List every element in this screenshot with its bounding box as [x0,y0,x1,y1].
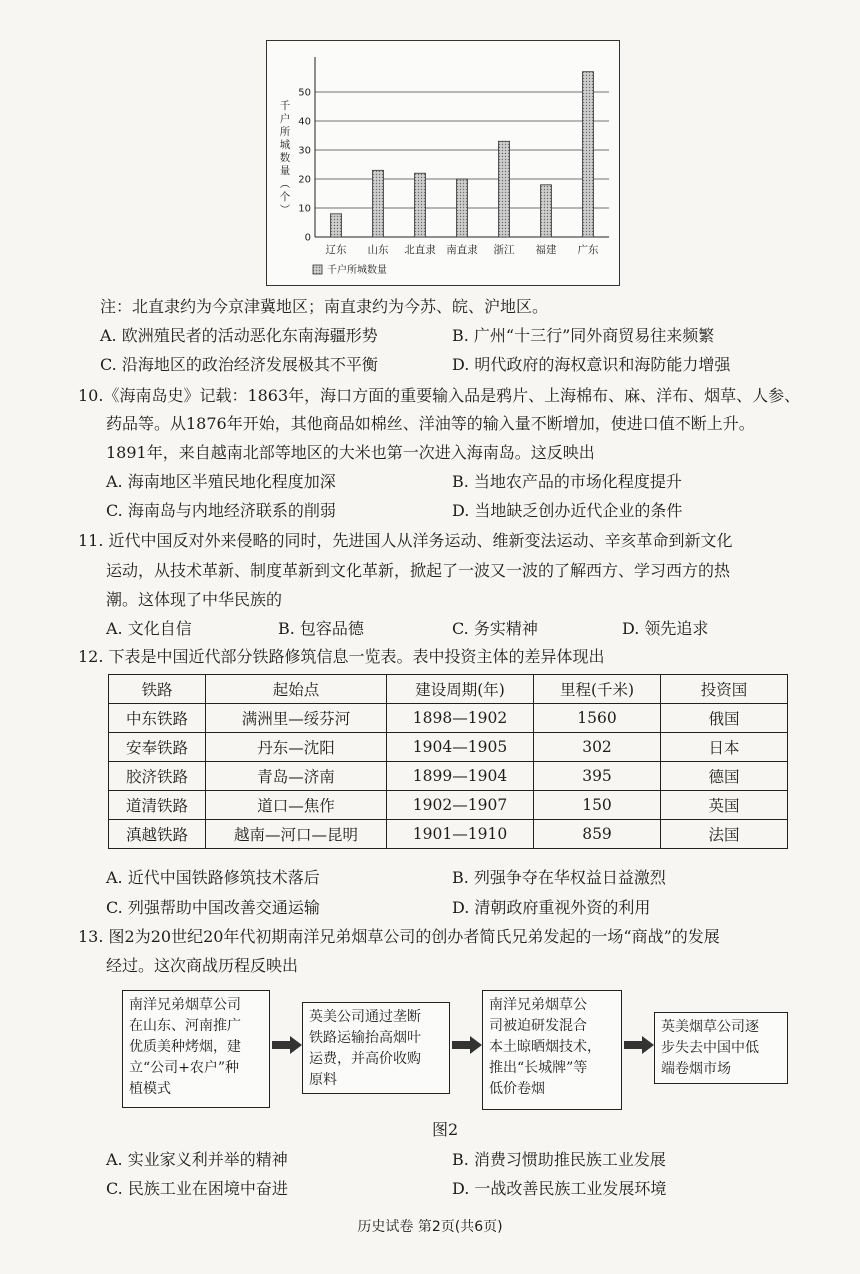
q9-option-a: A. 欧洲殖民者的活动恶化东南海疆形势 [100,326,378,345]
flow-box-3-line: 低价卷烟 [489,1081,545,1097]
table-cell: 1901—1910 [387,820,534,849]
q13-option-d: D. 一战改善民族工业发展环境 [452,1179,667,1198]
flow-arrow-icon [624,1036,654,1054]
chart-bar [499,141,510,237]
table-row [109,704,788,733]
flow-box-1-line: 植模式 [129,1081,171,1097]
flow-box-1-line: 在山东、河南推广 [129,1018,241,1034]
chart-bar [373,170,384,237]
table-header-cell: 里程(千米) [534,675,661,704]
y-axis-label-char: 量 [279,165,291,177]
table-cell: 日本 [661,733,788,762]
q12-option-a: A. 近代中国铁路修筑技术落后 [106,868,320,887]
table-cell: 丹东—沈阳 [206,733,387,762]
table-cell: 1899—1904 [387,762,534,791]
q13-option-c: C. 民族工业在困境中奋进 [106,1179,288,1198]
y-axis-label-char: 个 [279,191,291,203]
q11-stem-line2: 运动，从技术革新、制度革新到文化革新，掀起了一波又一波的了解西方、学习西方的热 [106,561,731,580]
q10-option-c: C. 海南岛与内地经济联系的削弱 [106,501,336,520]
chart-bar [415,173,426,237]
q12-option-b: B. 列强争夺在华权益日益激烈 [452,868,666,887]
flow-box-3-line: 推出“长城牌”等 [489,1060,588,1076]
table-row [109,762,788,791]
q10-option-d: D. 当地缺乏创办近代企业的条件 [452,501,683,520]
y-axis-label-char: 城 [279,139,291,151]
x-category-label: 广东 [577,244,599,256]
y-axis-label-char: ︶ [279,204,291,216]
y-tick-label: 40 [298,116,311,128]
legend-label: 千户所城数量 [327,265,387,276]
q12-option-c: C. 列强帮助中国改善交通运输 [106,898,320,917]
table-cell: 1560 [534,704,661,733]
q11-option-d: D. 领先追求 [622,619,709,638]
table-cell: 法国 [661,820,788,849]
bar-chart [266,40,620,286]
flow-box-3 [482,990,622,1110]
flow-box-3-line: 本土晾晒烟技术， [489,1039,601,1055]
table-header-row [109,675,788,704]
q10-stem-line3: 1891年，来自越南北部等地区的大米也第一次进入海南岛。这反映出 [106,443,595,462]
q13-stem-line2: 经过。这次商战历程反映出 [106,956,299,975]
railway-table [108,674,788,849]
table-row [109,791,788,820]
table-header-cell: 起始点 [206,675,387,704]
x-category-label: 山东 [367,244,389,256]
table-cell: 青岛—济南 [206,762,387,791]
flow-box-4-line: 英美烟草公司逐 [661,1019,759,1035]
legend-swatch [313,265,322,274]
y-tick-label: 50 [298,87,311,99]
q11-stem-line3: 潮。这体现了中华民族的 [106,590,283,609]
flow-box-2-line: 原料 [309,1072,337,1088]
figure-caption: 图2 [432,1120,459,1139]
x-category-label: 辽东 [325,244,347,256]
q13-option-a: A. 实业家义利并举的精神 [106,1150,288,1169]
x-category-label: 北直隶 [404,244,436,256]
chart-bar [457,179,468,237]
q10-stem-line1: 10.《海南岛史》记载：1863年，海口方面的重要输入品是鸦片、上海棉布、麻、洋布、烟草、人参、 [78,386,801,405]
y-axis-label-char: ︵ [279,178,291,190]
q11-option-c: C. 务实精神 [452,619,538,638]
table-cell: 1902—1907 [387,791,534,820]
chart-note: 注：北直隶约为今京津冀地区；南直隶约为今苏、皖、沪地区。 [100,297,549,316]
q12-option-d: D. 清朝政府重视外资的利用 [452,898,651,917]
chart-bar [541,185,552,237]
q10-option-a: A. 海南地区半殖民地化程度加深 [106,472,336,491]
table-cell: 俄国 [661,704,788,733]
q13-stem-line1: 13. 图2为20世纪20年代初期南洋兄弟烟草公司的创办者简氏兄弟发起的一场“商战”的发展 [78,927,720,946]
q13-option-b: B. 消费习惯助推民族工业发展 [452,1150,666,1169]
flow-box-1-line: 立“公司+农户”种 [129,1060,240,1076]
y-tick-label: 10 [298,203,311,215]
table-cell: 道口—焦作 [206,791,387,820]
table-cell: 满洲里—绥芬河 [206,704,387,733]
table-cell: 1904—1905 [387,733,534,762]
flow-box-4 [654,1012,788,1084]
q11-stem-line1: 11. 近代中国反对外来侵略的同时，先进国人从洋务运动、维新变法运动、辛亥革命到新文化 [78,531,733,550]
table-cell: 胶济铁路 [109,762,206,791]
flow-box-4-line: 步失去中国中低 [661,1040,759,1056]
table-header-cell: 投资国 [661,675,788,704]
table-cell: 安奉铁路 [109,733,206,762]
y-axis-label-char: 千 [279,100,291,112]
flow-box-3-line: 司被迫研发混合 [489,1018,587,1034]
flow-box-1-line: 南洋兄弟烟草公司 [129,997,241,1013]
chart-bar [583,72,594,237]
table-cell: 越南—河口—昆明 [206,820,387,849]
table-header-cell: 铁路 [109,675,206,704]
table-header-cell: 建设周期(年) [387,675,534,704]
table-cell: 英国 [661,791,788,820]
table-cell: 德国 [661,762,788,791]
q10-option-b: B. 当地农产品的市场化程度提升 [452,472,682,491]
flow-box-1-line: 优质美种烤烟，建 [129,1039,241,1055]
table-cell: 滇越铁路 [109,820,206,849]
flow-box-2 [302,1002,450,1094]
q11-option-b: B. 包容品德 [278,619,364,638]
table-cell: 395 [534,762,661,791]
flow-box-2-line: 运费，并高价收购 [309,1051,421,1067]
chart-svg [267,41,619,285]
table-cell: 道清铁路 [109,791,206,820]
chart-bar [331,214,342,237]
y-axis-label-char: 户 [279,113,291,125]
y-tick-label: 30 [298,145,311,157]
table-cell: 859 [534,820,661,849]
table-cell: 150 [534,791,661,820]
flow-box-2-line: 英美公司通过垄断 [309,1009,421,1025]
x-category-label: 浙江 [493,244,515,256]
y-tick-label: 20 [298,174,311,186]
q11-option-a: A. 文化自信 [106,619,192,638]
q12-stem: 12. 下表是中国近代部分铁路修筑信息一览表。表中投资主体的差异体现出 [78,647,605,666]
q10-stem-line2: 药品等。从1876年开始，其他商品如棉丝、洋油等的输入量不断增加，使进口值不断上升。 [106,414,755,433]
flow-box-1 [122,990,270,1108]
q9-option-c: C. 沿海地区的政治经济发展极其不平衡 [100,355,378,374]
table-row [109,820,788,849]
page-footer: 历史试卷 第2页(共6页) [357,1219,503,1235]
table-cell: 1898—1902 [387,704,534,733]
table-cell: 302 [534,733,661,762]
y-axis-label-char: 数 [279,152,291,164]
flow-box-4-line: 端卷烟市场 [661,1061,731,1077]
x-category-label: 福建 [535,244,557,256]
y-tick-label: 0 [304,232,311,244]
table-row [109,733,788,762]
flow-arrow-icon [272,1036,302,1054]
flow-box-2-line: 铁路运输抬高烟叶 [309,1030,421,1046]
q9-option-b: B. 广州“十三行”同外商贸易往来频繁 [452,326,715,345]
flow-arrow-icon [452,1036,482,1054]
x-category-label: 南直隶 [446,244,478,256]
q9-option-d: D. 明代政府的海权意识和海防能力增强 [452,355,731,374]
table-cell: 中东铁路 [109,704,206,733]
flow-box-3-line: 南洋兄弟烟草公 [489,997,587,1013]
y-axis-label-char: 所 [279,126,291,138]
